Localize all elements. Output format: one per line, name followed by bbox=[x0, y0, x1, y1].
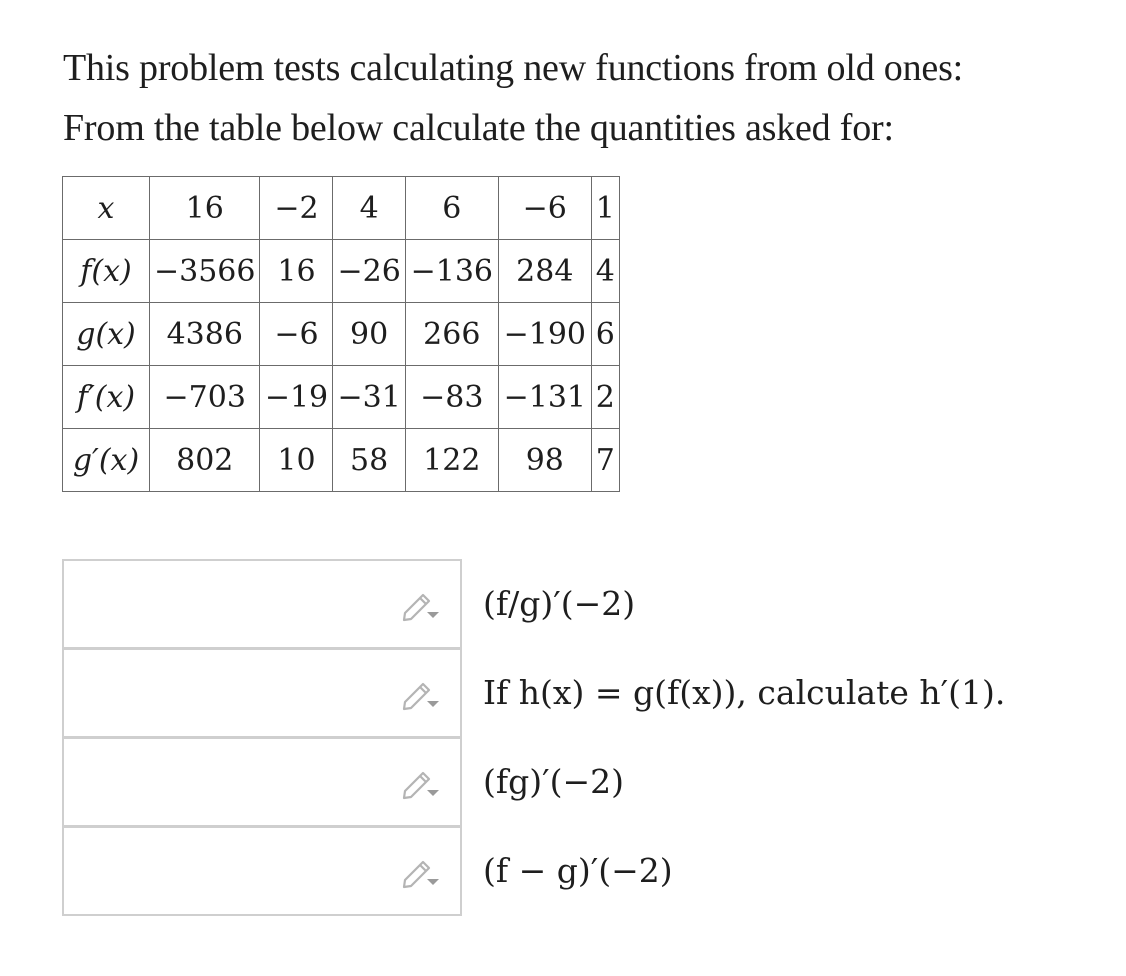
pencil-dropdown-icon[interactable] bbox=[400, 856, 442, 890]
table-cell: 284 bbox=[498, 240, 591, 303]
answer-input-box[interactable] bbox=[62, 737, 462, 827]
table-row-label: g(x) bbox=[63, 303, 150, 366]
table-cell: 6 bbox=[591, 303, 619, 366]
question-text-3: (fg)′(−2) bbox=[483, 762, 624, 801]
table-cell: 10 bbox=[260, 429, 333, 492]
table-cell: 98 bbox=[498, 429, 591, 492]
table-cell: 2 bbox=[591, 366, 619, 429]
table-cell: 7 bbox=[591, 429, 619, 492]
table-cell: 16 bbox=[150, 177, 260, 240]
table-cell: −131 bbox=[498, 366, 591, 429]
table-cell: −190 bbox=[498, 303, 591, 366]
table-cell: −6 bbox=[498, 177, 591, 240]
table-cell: 4 bbox=[333, 177, 405, 240]
pencil-dropdown-icon[interactable] bbox=[400, 767, 442, 801]
table-cell: −26 bbox=[333, 240, 405, 303]
table-cell: 6 bbox=[405, 177, 498, 240]
table-row-g-prime bbox=[63, 429, 620, 492]
table-row-g bbox=[63, 303, 620, 366]
answer-input-4[interactable] bbox=[72, 836, 376, 906]
table-row-f bbox=[63, 240, 620, 303]
table-cell: 90 bbox=[333, 303, 405, 366]
table-row-f-prime bbox=[63, 366, 620, 429]
table-row-label: f(x) bbox=[63, 240, 150, 303]
table-row-label: f′(x) bbox=[63, 366, 150, 429]
table-cell: −19 bbox=[260, 366, 333, 429]
pencil-dropdown-icon[interactable] bbox=[400, 678, 442, 712]
table-cell: 4 bbox=[591, 240, 619, 303]
question-text-1: (f/g)′(−2) bbox=[483, 584, 636, 623]
question-text-4: (f − g)′(−2) bbox=[483, 851, 673, 890]
intro-line-1: This problem tests calculating new functions from old ones: bbox=[63, 47, 964, 89]
table-cell: −3566 bbox=[150, 240, 260, 303]
table-cell: 1 bbox=[591, 177, 619, 240]
table-cell: 122 bbox=[405, 429, 498, 492]
table-cell: 16 bbox=[260, 240, 333, 303]
answer-input-1[interactable] bbox=[72, 569, 376, 639]
function-values-table bbox=[62, 176, 620, 492]
pencil-dropdown-icon[interactable] bbox=[400, 589, 442, 623]
answer-input-2[interactable] bbox=[72, 658, 376, 728]
table-cell: −6 bbox=[260, 303, 333, 366]
table-row-label: g′(x) bbox=[63, 429, 150, 492]
table-cell: −83 bbox=[405, 366, 498, 429]
table-cell: 802 bbox=[150, 429, 260, 492]
answer-input-3[interactable] bbox=[72, 747, 376, 817]
problem-intro bbox=[63, 38, 1103, 158]
table-cell: 4386 bbox=[150, 303, 260, 366]
table-cell: −2 bbox=[260, 177, 333, 240]
question-text-2: If h(x) = g(f(x)), calculate h′(1). bbox=[483, 673, 1006, 712]
table-cell: −703 bbox=[150, 366, 260, 429]
answer-input-box[interactable] bbox=[62, 648, 462, 738]
answer-input-box[interactable] bbox=[62, 559, 462, 649]
answer-input-box[interactable] bbox=[62, 826, 462, 916]
intro-line-2: From the table below calculate the quantities asked for: bbox=[63, 107, 894, 149]
table-cell: 58 bbox=[333, 429, 405, 492]
table-cell: −136 bbox=[405, 240, 498, 303]
table-header-x: x bbox=[63, 177, 150, 240]
table-cell: 266 bbox=[405, 303, 498, 366]
table-cell: −31 bbox=[333, 366, 405, 429]
table-header-row bbox=[63, 177, 620, 240]
